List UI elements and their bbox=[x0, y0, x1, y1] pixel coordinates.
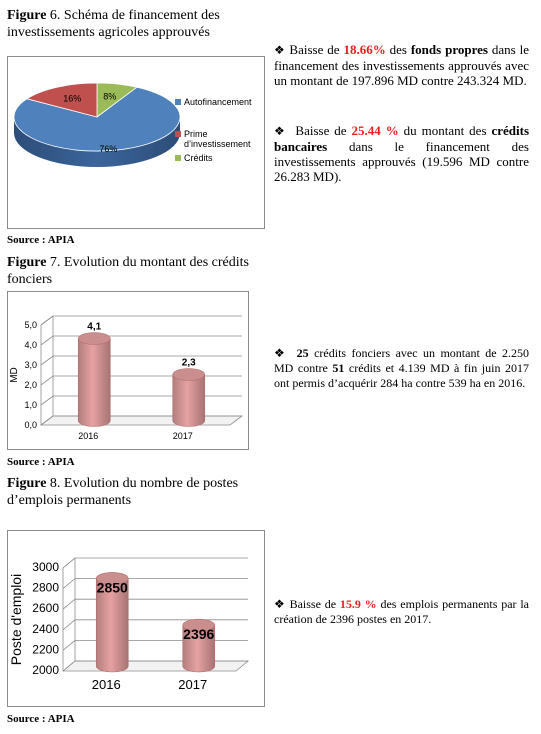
legend-item-autofinancement: Autofinancement bbox=[175, 97, 261, 107]
figure7-source: Source : APIA bbox=[7, 456, 75, 468]
y-tick-label: 2400 bbox=[32, 621, 59, 636]
diamond-bullet-icon: ❖ bbox=[274, 124, 287, 138]
y-tick-label: 2200 bbox=[32, 642, 59, 657]
figure6-source: Source : APIA bbox=[7, 234, 75, 246]
gridline bbox=[63, 640, 248, 650]
y-tick-label: 2000 bbox=[32, 663, 59, 677]
y-tick-label: 0,0 bbox=[24, 420, 37, 430]
chart-floor bbox=[63, 661, 248, 671]
legend-swatch bbox=[175, 131, 181, 137]
data-label: 4,1 bbox=[87, 321, 102, 333]
pie-legend bbox=[175, 97, 261, 167]
bullet-fonds-propres: ❖ Baisse de 18.66% des fonds propres dans le financement des investissements approuvés avec un montant de 197.896 MD contre 243.324 MD. bbox=[274, 42, 529, 88]
legend-item-prime: Prime d’investissement bbox=[175, 129, 261, 149]
legend-item-credits: Crédits bbox=[175, 153, 261, 163]
bullet-credits-fonciers: ❖ 25 crédits fonciers avec un montant de 2.250 MD contre 51 crédits et 4.139 MD à fin juin 2017 ont permis d’acquérir 284 ha contre 539 ha en 2016. bbox=[274, 346, 529, 390]
gridline bbox=[41, 336, 242, 345]
data-label: 2,3 bbox=[181, 357, 196, 369]
y-axis-label: MD bbox=[9, 367, 20, 383]
gridline bbox=[41, 376, 242, 385]
pie-data-label: 16% bbox=[63, 93, 82, 104]
chart-floor bbox=[41, 416, 242, 425]
gridline bbox=[41, 396, 242, 405]
y-axis-label: Poste d'emploi bbox=[8, 573, 24, 666]
figure7-chart bbox=[7, 291, 249, 450]
x-tick-label: 2016 bbox=[78, 431, 99, 441]
gridline bbox=[63, 599, 248, 609]
bullet-emplois: ❖ Baisse de 15.9 % des emplois permanents par la création de 2396 postes en 2017. bbox=[274, 597, 530, 626]
data-label: 2396 bbox=[183, 626, 215, 643]
y-tick-label: 1,0 bbox=[24, 400, 37, 410]
y-tick-label: 4,0 bbox=[24, 340, 37, 350]
jobs-bar-chart bbox=[8, 531, 264, 706]
pie-data-label: 8% bbox=[103, 91, 117, 102]
pie-data-label: 76% bbox=[99, 144, 118, 155]
diamond-bullet-icon: ❖ bbox=[274, 597, 286, 611]
x-tick-label: 2017 bbox=[172, 431, 193, 441]
legend-swatch bbox=[175, 99, 181, 105]
y-tick-label: 2600 bbox=[32, 601, 59, 616]
y-tick-label: 2,0 bbox=[24, 380, 37, 390]
y-tick-label: 2800 bbox=[32, 580, 59, 595]
bar-top-2017 bbox=[173, 369, 205, 381]
credits-bar-chart bbox=[8, 292, 248, 449]
data-label: 2850 bbox=[96, 579, 128, 596]
gridline bbox=[63, 579, 248, 589]
gridline bbox=[63, 620, 248, 630]
figure8-source: Source : APIA bbox=[7, 713, 75, 725]
legend-swatch bbox=[175, 155, 181, 161]
diamond-bullet-icon: ❖ bbox=[274, 43, 286, 57]
y-tick-label: 3000 bbox=[32, 560, 59, 574]
gridline bbox=[63, 558, 248, 568]
figure6-chart bbox=[7, 56, 265, 229]
gridline bbox=[41, 356, 242, 365]
figure8-caption: Figure 8. Evolution du nombre de postes d’emplois permanents bbox=[7, 476, 239, 508]
diamond-bullet-icon: ❖ bbox=[274, 346, 288, 360]
x-tick-label: 2017 bbox=[178, 677, 208, 692]
figure6-caption: Figure 6. Schéma de financement des investissements agricoles approuvés bbox=[7, 8, 220, 40]
bar-2016 bbox=[78, 339, 110, 427]
gridline bbox=[41, 316, 242, 325]
figure8-chart bbox=[7, 530, 265, 707]
bullet-credits-bancaires: ❖ Baisse de 25.44 % du montant des crédits bancaires dans le financement des investissements approuvés (19.596 MD contre 26.283 MD). bbox=[274, 123, 530, 184]
bar-top-2016 bbox=[78, 333, 110, 345]
figure7-caption: Figure 7. Evolution du montant des crédits fonciers bbox=[7, 255, 249, 287]
y-tick-label: 3,0 bbox=[24, 360, 37, 370]
bar-2017 bbox=[173, 375, 205, 427]
y-tick-label: 5,0 bbox=[24, 320, 37, 330]
x-tick-label: 2016 bbox=[91, 677, 121, 692]
